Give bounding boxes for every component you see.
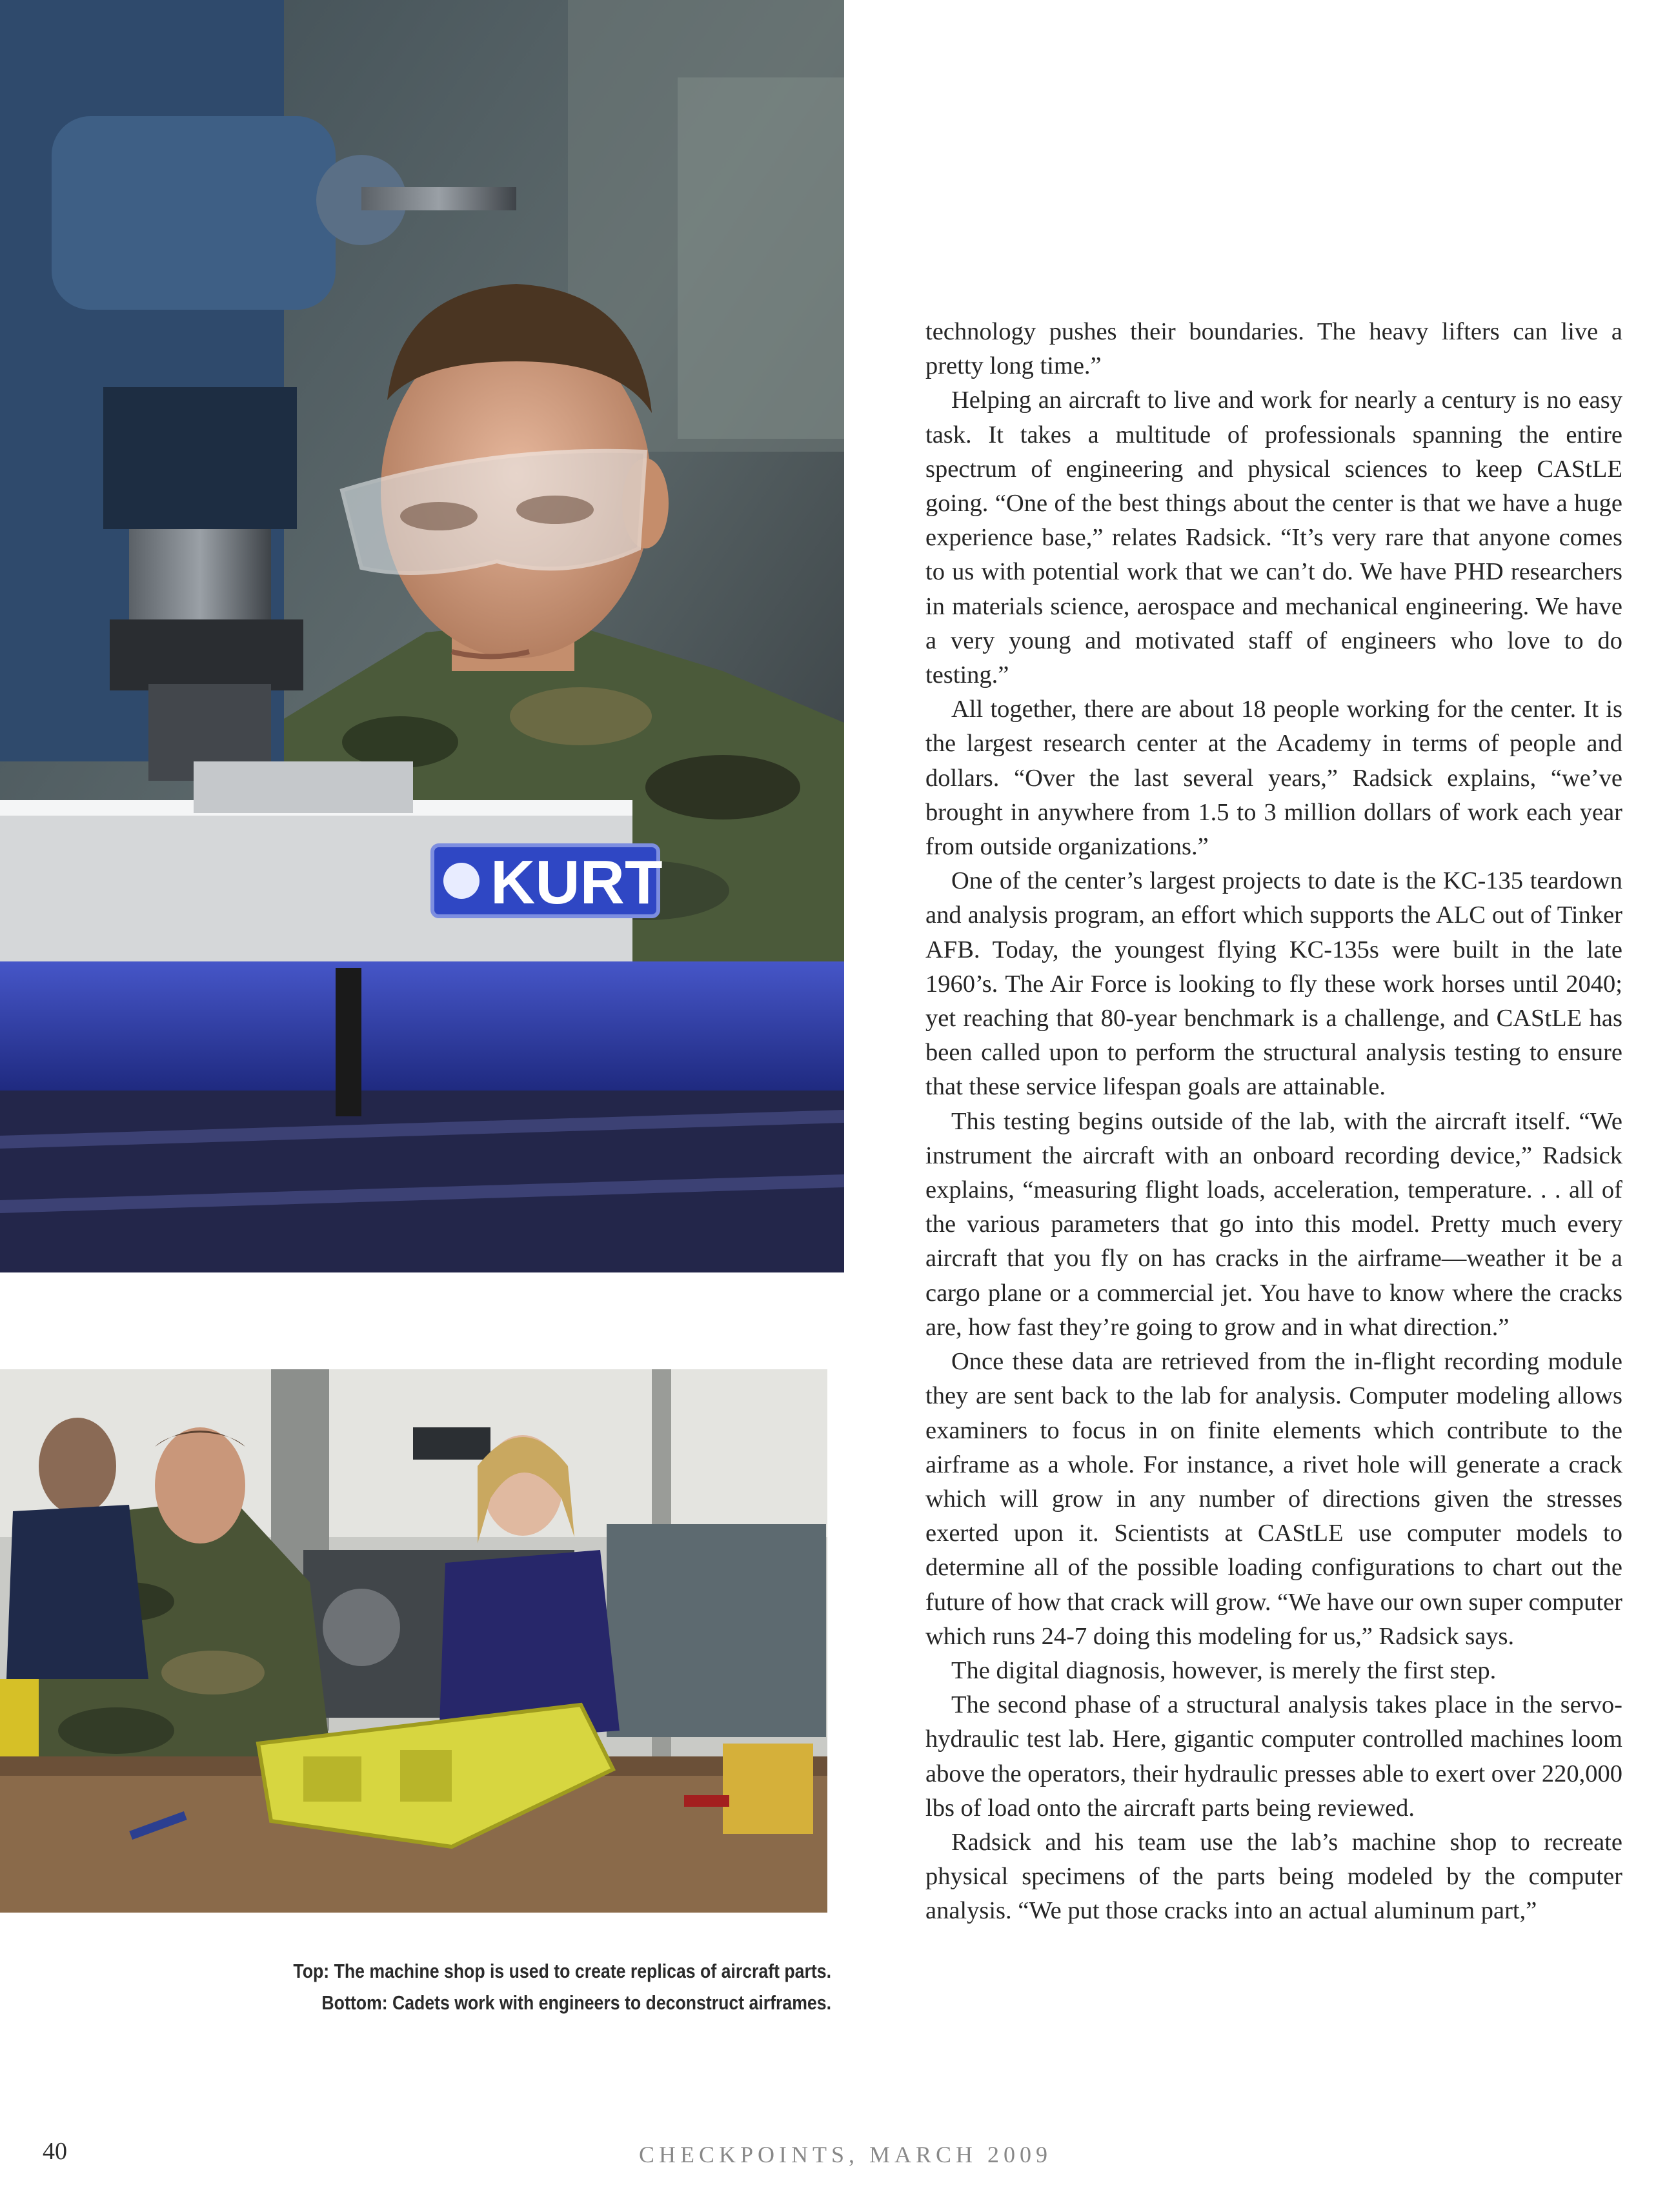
article-body (925, 315, 1622, 1929)
caption-line-bottom: Bottom: Cadets work with engineers to deconstruct airframes. (321, 1991, 832, 2014)
paragraph: This testing begins outside of the lab, with the aircraft itself. “We instrument the aircraft with an onboard recording device,” Radsick explains, “measuring flight loads, acceleration, temperature. . . all of the various parameters that go into this model. Pretty much every aircraft that you fly on has cracks in the airframe—weather it be a cargo plane or a commercial jet. You have to know where the cracks are, how fast they’re going to grow and in what direction.” (925, 1107, 1622, 1341)
paragraph: The second phase of a structural analysis takes place in the servo-hydraulic test lab. Here, gigantic computer controlled machines loom above the operators, their hydraulic presses able to exert over 220,000 lbs of load onto the aircraft parts being reviewed. (925, 1691, 1622, 1822)
bottom-photo (0, 1369, 827, 1913)
top-photo (0, 0, 844, 1272)
paragraph: Once these data are retrieved from the in-flight recording module they are sent back to the lab for analysis. Computer modeling allows examiners to focus in on finite elements which contribute to the airframe as a whole. For instance, a rivet hole will generate a crack which will grow in any number of directions given the stresses exerted upon it. Scientists at CAStLE use computer models to determine all of the possible loading configurations to chart out the future of how that crack will grow. “We have our own super computer which runs 24-7 doing this modeling for us,” Radsick says. (925, 1348, 1622, 1650)
airframe-workbench-photo (0, 1369, 827, 1913)
caption-line-top: Top: The machine shop is used to create replicas of aircraft parts. (293, 1960, 832, 1982)
paragraph: All together, there are about 18 people working for the center. It is the largest research center at the Academy in terms of people and dollars. “Over the last several years,” Radsick explains, “we’ve brought in anywhere from 1.5 to 3 million dollars of work each year from outside organizations.” (925, 696, 1622, 861)
page-number: 40 (43, 2138, 67, 2165)
paragraph: Helping an aircraft to live and work for nearly a century is no easy task. It takes a multitude of professionals spanning the entire spectrum of engineering and physical sciences to keep CAStLE going. “One of the best things about the center is that we have a huge experience base,” relates Radsick. “It’s very rare that anyone comes to us with potential work that we can’t do. We have PHD researchers in materials science, aerospace and mechanical engineering. We have a very young and motivated staff of engineers who love to do testing.” (925, 387, 1622, 689)
paragraph: technology pushes their boundaries. The heavy lifters can live a pretty long time.” (925, 318, 1622, 380)
running-footer: CHECKPOINTS, MARCH 2009 (638, 2142, 1053, 2167)
photo-caption (283, 1955, 831, 2018)
kurt-badge: KURT (490, 848, 663, 917)
paragraph: The digital diagnosis, however, is merely the first step. (951, 1656, 1497, 1684)
paragraph: Radsick and his team use the lab’s machine shop to recreate physical specimens of the parts being modeled by the computer analysis. “We put those cracks into an actual aluminum part,” (925, 1828, 1622, 1925)
machine-shop-photo (0, 0, 844, 1272)
paragraph: One of the center’s largest projects to date is the KC-135 teardown and analysis program, an effort which supports the ALC out of Tinker AFB. Today, the youngest flying KC-135s were built in the late 1960’s. The Air Force is looking to fly these work horses until 2040; yet reaching that 80-year benchmark is a challenge, and CAStLE has been called upon to perform the structural analysis testing to ensure that these service lifespan goals are attainable. (925, 867, 1622, 1101)
